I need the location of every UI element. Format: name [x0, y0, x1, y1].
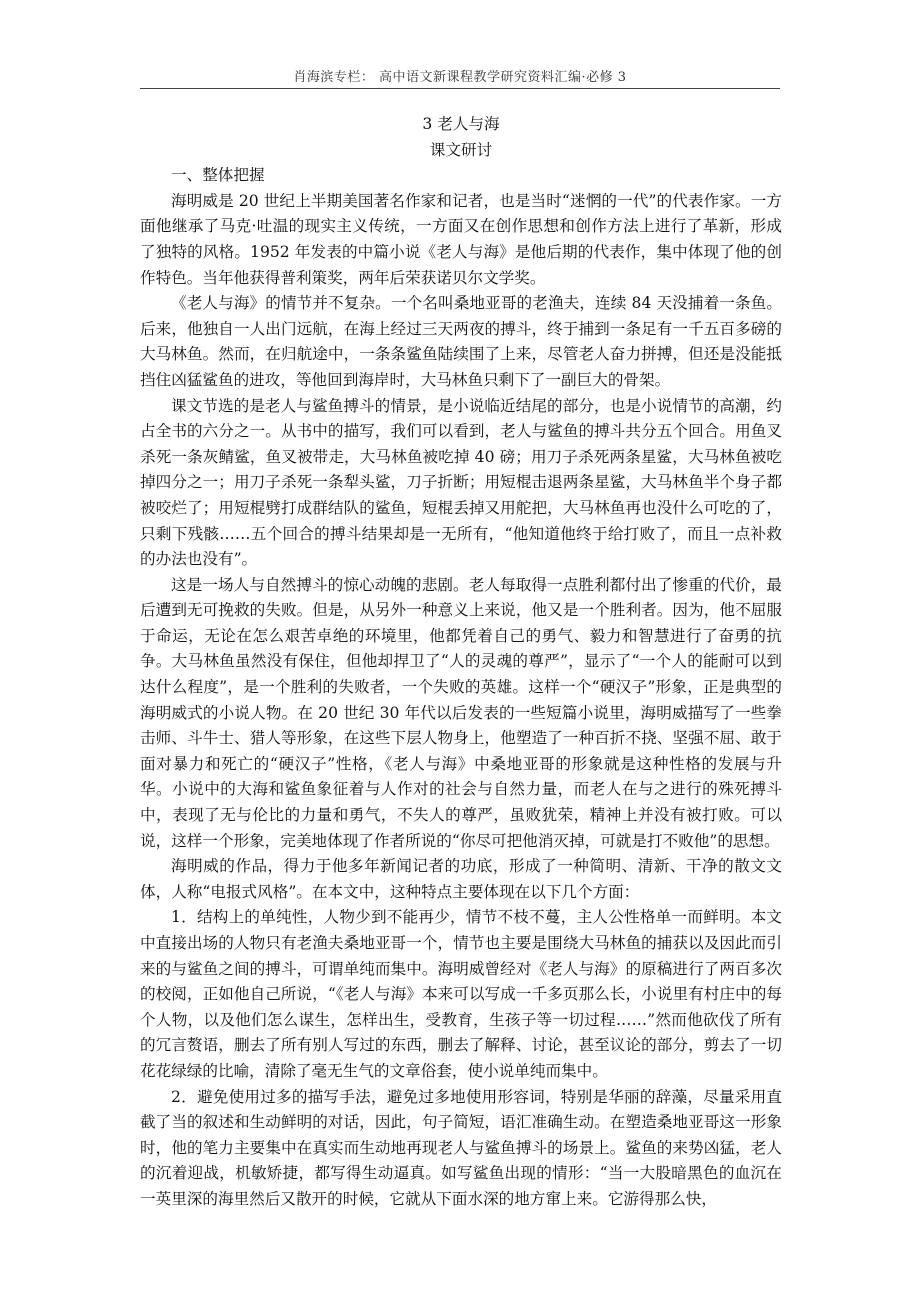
lesson-title: 3 老人与海 [422, 115, 500, 133]
paragraph: 海明威的作品，得力于他多年新闻记者的功底，形成了一种简明、清新、干净的散文文体，人称“电报式风格”。在本文中，这种特点主要体现在以下几个方面： [140, 857, 782, 901]
paragraph: 《老人与海》的情节并不复杂。一个名叫桑地亚哥的老渔夫，连续 84 天没捕着一条鱼。后来，他独自一人出门远航，在海上经过三天两夜的搏斗，终于捕到一条足有一千五百多磅的大马林鱼。然而，在归航途中，一条条鲨鱼陆续围了上来，尽管老人奋力拼搏，但还是没能抵挡住凶猛鲨鱼的进攻，等他回到海岸时，大马林鱼只剩下了一副巨大的骨架。 [140, 294, 782, 389]
paragraph: 海明威是 20 世纪上半期美国著名作家和记者，也是当时“迷惘的一代”的代表作家。一方面他继承了马克·吐温的现实主义传统，一方面又在创作思想和创作方法上进行了革新，形成了独特的风格。1952 年发表的中篇小说《老人与海》是他后期的代表作，集中体现了他的创作特色。当年他获得普利策奖，两年后荣获诺贝尔文学奖。 [140, 191, 782, 287]
document-body [140, 112, 782, 1213]
page-header: 肖海滨专栏： 高中语文新课程教学研究资料汇编·必修 3 [293, 70, 627, 85]
section-heading: 一、整体把握 [171, 166, 265, 185]
paragraph: 课文节选的是老人与鲨鱼搏斗的情景，是小说临近结尾的部分，也是小说情节的高潮，约占全书的六分之一。从书中的描写，我们可以看到，老人与鲨鱼的搏斗共分五个回合。用鱼叉杀死一条灰鲭鲨，鱼叉被带走，大马林鱼被吃掉 40 磅；用刀子杀死两条星鲨，大马林鱼被吃掉四分之一；用刀子杀死一条犁头鲨，刀子折断；用短棍击退两条星鲨，大马林鱼半个身子都被咬烂了；用短棍劈打成群结队的鲨鱼，短棍丢掉又用舵把，大马林鱼再也没什么可吃的了，只剩下残骸……五个回合的搏斗结果却是一无所有，“他知道他终于给打败了，而且一点补救的办法也没有”。 [140, 396, 782, 569]
lesson-subtitle: 课文研讨 [429, 140, 493, 159]
paragraph: 1．结构上的单纯性，人物少到不能再少，情节不枝不蔓，主人公性格单一而鲜明。本文中直接出场的人物只有老渔夫桑地亚哥一个，情节也主要是围绕大马林鱼的捕获以及因此而引来的与鲨鱼之间的搏斗，可谓单纯而集中。海明威曾经对《老人与海》的原稿进行了两百多次的校阅，正如他自己所说，“《老人与海》本来可以写成一千多页那么长，小说里有村庄中的每个人物，以及他们怎么谋生，怎样出生，受教育，生孩子等一切过程……”然而他砍伐了所有的冗言赘语，删去了所有别人写过的东西，删去了解释、讨论，甚至议论的部分，剪去了一切花花绿绿的比喻，清除了毫无生气的文章俗套，使小说单纯而集中。 [140, 908, 782, 1080]
paragraph: 2．避免使用过多的描写手法，避免过多地使用形容词，特别是华丽的辞藻，尽量采用直截了当的叙述和生动鲜明的对话，因此，句子简短，语汇准确生动。在塑造桑地亚哥这一形象时，他的笔力主要集中在真实而生动地再现老人与鲨鱼搏斗的场景上。鲨鱼的来势凶猛，老人的沉着迎战，机敏矫捷，都写得生动逼真。如写鲨鱼出现的情形：“当一大股暗黑色的血沉在一英里深的海里然后又散开的时候，它就从下面水深的地方窜上来。它游得那么快， [140, 1087, 782, 1208]
paragraph: 这是一场人与自然搏斗的惊心动魄的悲剧。老人每取得一点胜利都付出了惨重的代价，最后遭到无可挽救的失败。但是，从另外一种意义上来说，他又是一个胜利者。因为，他不屈服于命运，无论在怎么艰苦卓绝的环境里，他都凭着自己的勇气、毅力和智慧进行了奋勇的抗争。大马林鱼虽然没有保住，但他却捍卫了“人的灵魂的尊严”，显示了“一个人的能耐可以到达什么程度”，是一个胜利的失败者，一个失败的英雄。这样一个“硬汉子”形象，正是典型的海明威式的小说人物。在 20 世纪 30 年代以后发表的一些短篇小说里，海明威描写了一些拳击师、斗牛士、猎人等形象，在这些下层人物身上，他塑造了一种百折不挠、坚强不屈、敢于面对暴力和死亡的“硬汉子”性格，《老人与海》中桑地亚哥的形象就是这种性格的发展与升华。小说中的大海和鲨鱼象征着与人作对的社会与自然力量，而老人在与之进行的殊死搏斗中，表现了无与伦比的力量和勇气，不失人的尊严，虽败犹荣，精神上并没有被打败。可以说，这样一个形象，完美地体现了作者所说的“你尽可把他消灭掉，可就是打不败他”的思想。 [140, 575, 782, 850]
header-divider [140, 88, 780, 89]
